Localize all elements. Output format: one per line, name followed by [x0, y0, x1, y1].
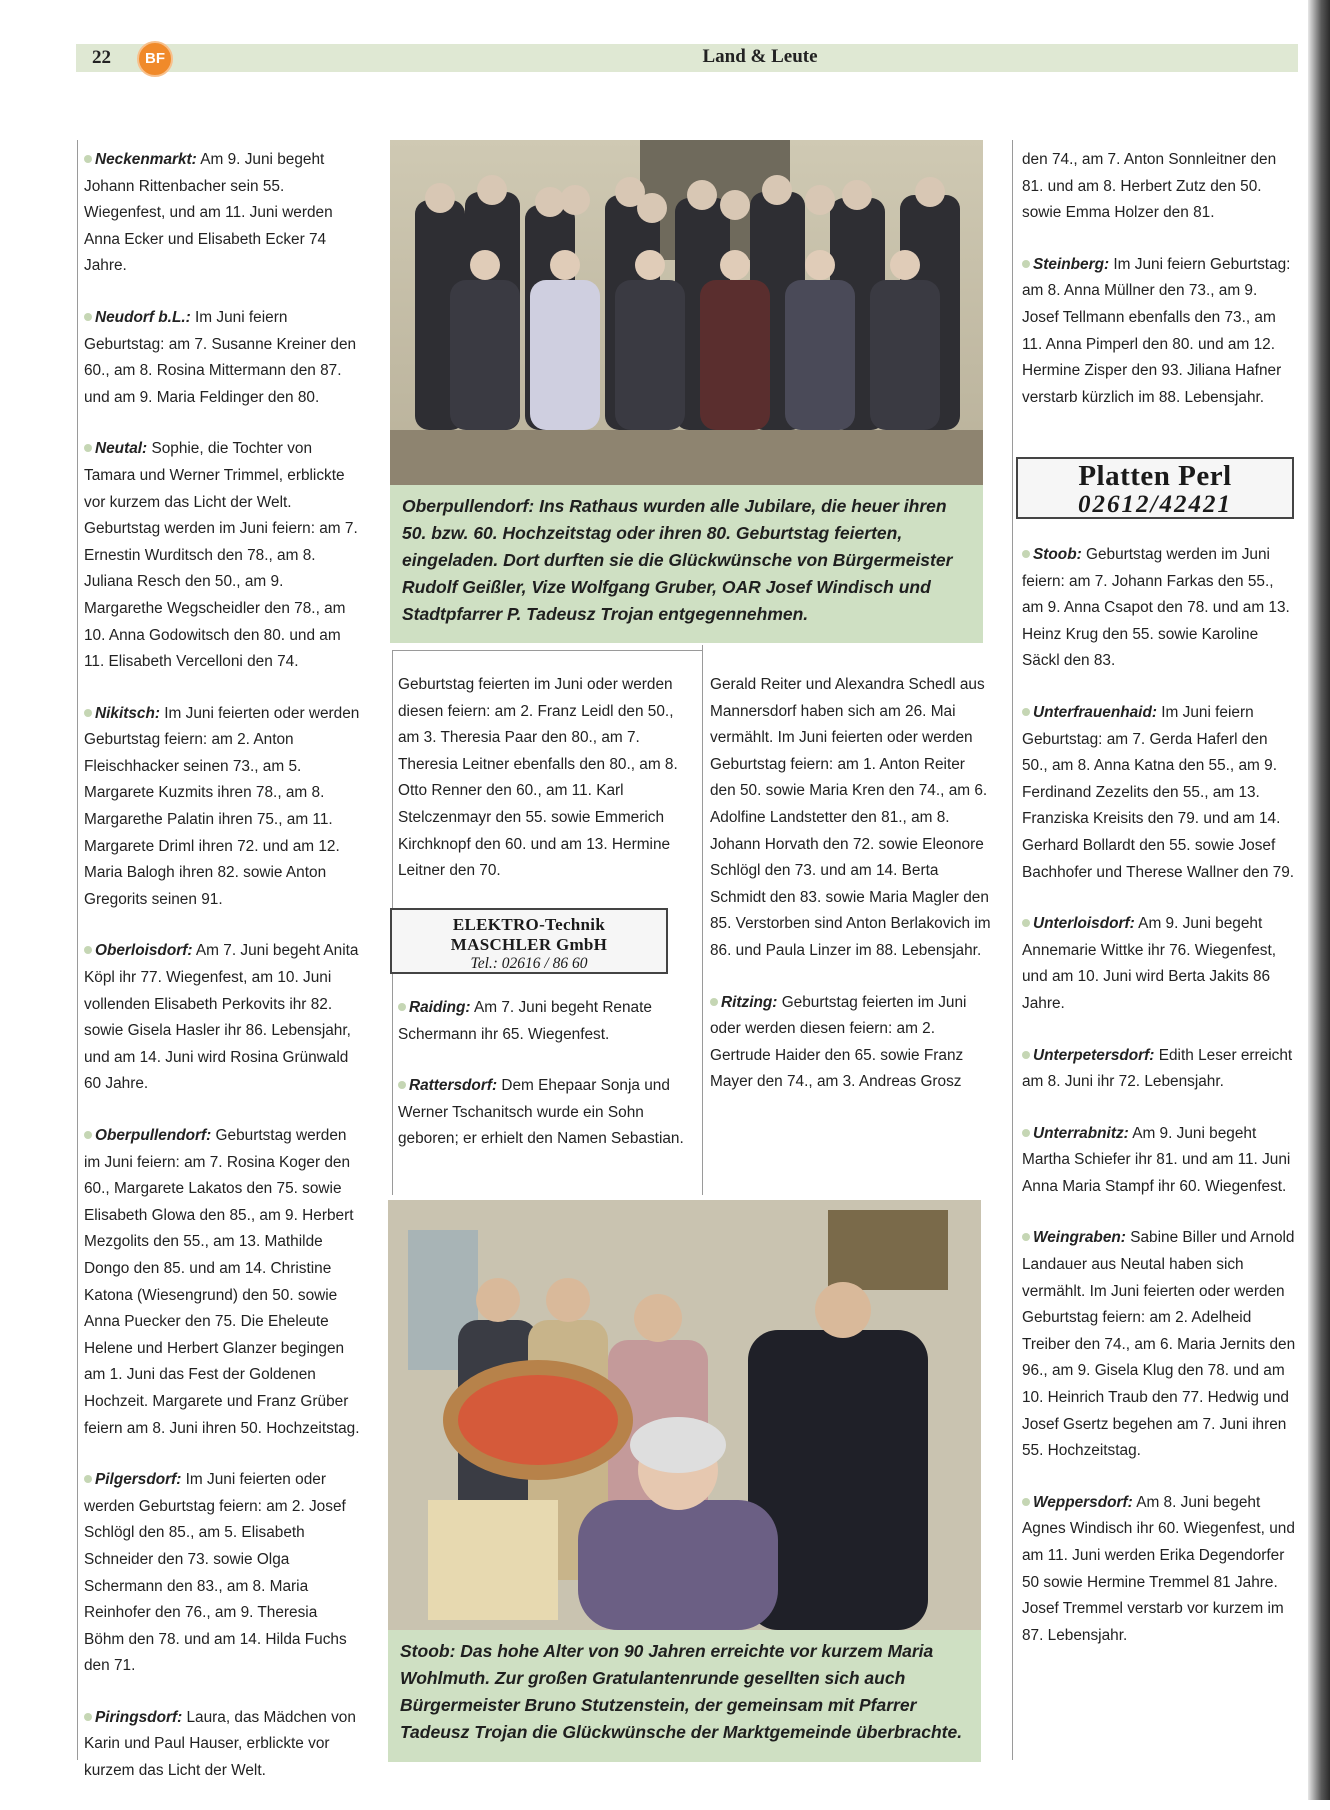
entry-text: Geburtstag werden im Juni feiern: am 7. Rosina Koger den 60., Margarete Lakatos den 75. sowie Elisabeth Glowa den 85., am 9. Herbert Mezgolits den 55., am 13. Mathilde Dongo den 85. und am 14. Christine Katona (Wiesengrund) den 50. sowie Anna Puecker den 75. Die Eheleute Helene und Herbert Glanzer begingen am 1. Juni das Fest der Goldenen Hochzeit. Margarete und Franz Grüber feiern am 8. Juni ihren 50. Hochzeitstag.: [84, 1127, 360, 1437]
entry-text: Im Juni feiern Geburtstag: am 7. Susanne Kreiner den 60., am 8. Rosina Mittermann den 87. und am 9. Maria Feldinger den 80.: [84, 308, 357, 406]
entry-text: Am 7. Juni begeht Anita Köpl ihr 77. Wiegenfest, am 10. Juni vollenden Elisabeth Perkovits ihr 82. sowie Gisela Hasler ihr 86. Lebensjahr, und am 14. Juni wird Rosina Grünwald 60 Jahre.: [84, 942, 359, 1093]
ad-platten-phone: 02612/42421: [1078, 491, 1232, 518]
notice-entry: [1022, 911, 1297, 1017]
place-name: Raiding:: [409, 999, 471, 1016]
notice-entry: [1022, 1121, 1297, 1201]
notice-entry: [84, 938, 360, 1098]
place-name: Neudorf b.L.:: [95, 308, 191, 326]
bullet-icon: [1022, 1051, 1030, 1059]
place-name: Unterloisdorf:: [1033, 915, 1135, 933]
entry-text: Sophie, die Tochter von Tamara und Werner Trimmel, erblickte vor kurzem das Licht der Welt. Geburtstag werden im Juni feiern: am 7. Ernestin Wurditsch den 78., am 8. Juliana Resch den 50., am 9. Margarethe Wegscheidler den 78., am 10. Anna Godowitsch den 80. und am 11. Elisabeth Vercelloni den 74.: [84, 440, 358, 671]
notice-entry: [1022, 542, 1297, 675]
column-rule-3: [702, 645, 703, 1195]
bullet-icon: [84, 444, 92, 452]
notice-entry: [398, 995, 688, 1048]
notice-entry: [84, 147, 360, 280]
place-name: Piringsdorf:: [95, 1708, 183, 1726]
entry-text: Am 9. Juni begeht Martha Schiefer ihr 81. und am 11. Juni Anna Maria Stampf ihr 60. Wiegenfest.: [1022, 1124, 1291, 1195]
bullet-icon: [398, 1081, 406, 1089]
entry-text: Geburtstag feierten im Juni oder werden diesen feiern: am 2. Gertrude Haider den 65. sowie Franz Mayer den 74., am 3. Andreas Grosz: [710, 993, 967, 1091]
page-edge-shadow: [1308, 0, 1330, 1800]
place-name: Oberloisdorf:: [95, 942, 193, 960]
bullet-icon: [710, 998, 718, 1006]
column-4: [1022, 147, 1297, 436]
notice-entry: [1022, 1225, 1297, 1464]
column-rule-4: [1012, 140, 1013, 1760]
place-name: Rattersdorf:: [409, 1077, 498, 1095]
notice-entry: [1022, 252, 1297, 412]
bf-logo: BF: [137, 41, 173, 77]
place-name: Neutal:: [95, 440, 148, 458]
place-name: Pilgersdorf:: [95, 1471, 182, 1489]
continued-text: Geburtstag feierten im Juni oder werden diesen feiern: am 2. Franz Leidl den 50., am 3. Theresia Paar den 80., am 7. Theresia Leitner ebenfalls den 80., am 8. Otto Renner den 60., am 11. Karl Stelczenmayr den 55. sowie Emmerich Kirchknopf den 60. und am 13. Hermine Leitner den 70.: [398, 676, 678, 880]
entry-text: Laura, das Mädchen von Karin und Paul Hauser, erblickte vor kurzem das Licht der Welt.: [84, 1708, 356, 1780]
notice-entry: [1022, 700, 1297, 886]
notice-entry: [84, 305, 360, 411]
ad-elektro-technik: [390, 908, 668, 974]
bullet-icon: [398, 1003, 406, 1011]
place-name: Nikitsch:: [95, 704, 160, 722]
place-name: Stoob:: [1033, 546, 1082, 563]
entry-text: Geburtstag werden im Juni feiern: am 7. Johann Farkas den 55., am 9. Anna Csapot den 78. und am 13. Heinz Krug den 55. sowie Karoline Säckl den 83.: [1022, 546, 1290, 670]
place-name: Steinberg:: [1033, 255, 1110, 273]
continued-text: den 74., am 7. Anton Sonnleitner den 81. und am 8. Herbert Zutz den 50. sowie Emma Holzer den 81.: [1022, 151, 1277, 222]
bullet-icon: [1022, 708, 1030, 716]
entry-text: Edith Leser erreicht am 8. Juni ihr 72. Lebensjahr.: [1022, 1046, 1293, 1091]
page-number: 22: [92, 47, 111, 68]
entry-text: Am 9. Juni begeht Annemarie Wittke ihr 76. Wiegenfest, und am 10. Juni wird Berta Jakits 86 Jahre.: [1022, 915, 1277, 1012]
place-name: Ritzing:: [721, 993, 778, 1011]
bullet-icon: [1022, 550, 1030, 558]
photo-stoob-birthday: [388, 1200, 981, 1630]
notice-entry: [398, 1073, 688, 1153]
bullet-icon: [1022, 1498, 1030, 1506]
entry-text: Im Juni feierten oder werden Geburtstag feiern: am 2. Anton Fleischhacker seinen 73., am 5. Margarete Kuzmits ihren 78., am 8. Margarethe Palatin ihren 75., am 11. Margarete Driml ihren 72. und am 12. Maria Balogh ihren 82. sowie Anton Gregorits seinen 91.: [84, 704, 360, 908]
place-name: Weingraben:: [1033, 1229, 1126, 1247]
column-rule-1: [77, 140, 78, 1760]
ad-elektro-name: ELEKTRO-Technik: [452, 915, 606, 934]
column-2: [398, 672, 688, 910]
ad-platten-name: Platten Perl: [1078, 460, 1232, 492]
notice-entry: [1022, 1490, 1297, 1650]
entry-text: Im Juni feiern Geburtstag: am 7. Gerda Haferl den 50., am 8. Anna Katna den 55., am 9. Ferdinand Zezelits den 55., am 13. Franziska Kreisits den 79. und am 14. Gerhard Bollardt den 55. sowie Josef Bachhofer und Therese Wallner den 79.: [1022, 703, 1295, 881]
entry-text: Dem Ehepaar Sonja und Werner Tschanitsch wurde ein Sohn geboren; er erhielt den Namen Sebastian.: [398, 1077, 684, 1148]
bullet-icon: [84, 709, 92, 717]
notice-entry: [710, 990, 992, 1096]
bullet-icon: [84, 1131, 92, 1139]
place-name: Unterpetersdorf:: [1033, 1046, 1155, 1064]
place-name: Oberpullendorf:: [95, 1127, 212, 1144]
rule-under-caption: [392, 650, 702, 651]
bullet-icon: [84, 1475, 92, 1483]
notice-entry: [84, 701, 360, 914]
notice-entry: [1022, 1043, 1297, 1096]
place-name: Unterrabnitz:: [1033, 1124, 1129, 1142]
notice-entry: [84, 1705, 360, 1785]
bullet-icon: [84, 155, 92, 163]
bullet-icon: [1022, 1233, 1030, 1241]
column-4-entries: [1022, 542, 1297, 1674]
place-name: Neckenmarkt:: [95, 151, 197, 168]
bullet-icon: [84, 946, 92, 954]
photo-stoob-caption: Stoob: Das hohe Alter von 90 Jahren erreichte vor kurzem Maria Wohlmuth. Zur großen Gratulantenrunde gesellten sich auch Bürgermeister Bruno Stutzenstein, der gemeinsam mit Pfarrer Tadeusz Trojan die Glückwünsche der Marktgemeinde überbrachte.: [388, 1630, 981, 1762]
ad-platten-perl: [1016, 457, 1294, 519]
column-1: [84, 147, 360, 1810]
photo-jubilee-caption: Oberpullendorf: Ins Rathaus wurden alle Jubilare, die heuer ihren 50. bzw. 60. Hochzeitstag oder ihren 80. Geburtstag feierten, eingeladen. Dort durften sie die Glückwünsche von Bürgermeister Rudolf Geißler, Vize Wolfgang Gruber, OAR Josef Windisch und Stadtpfarrer P. Tadeusz Trojan entgegennehmen.: [390, 485, 983, 643]
place-name: Unterfrauenhaid:: [1033, 703, 1157, 721]
continued-text: Gerald Reiter und Alexandra Schedl aus Mannersdorf haben sich am 26. Mai vermählt. Im Juni feierten oder werden Geburtstag feiern: am 1. Anton Reiter den 50. sowie Maria Kren den 74., am 6. Adolfine Landstetter den 81., am 8. Johann Horvath den 72. sowie Eleonore Schlögl den 73. und am 14. Berta Schmidt den 83. sowie Maria Magler den 85. Verstorben sind Anton Berlakovich im 86. und Paula Linzer im 88. Lebensjahr.: [710, 676, 991, 959]
ad-elektro-company: MASCHLER GmbH: [450, 935, 608, 954]
entry-text: Im Juni feiern Geburtstag: am 8. Anna Müllner den 73., am 9. Josef Tellmann ebenfalls den 73., am 11. Anna Pimperl den 80. und am 12. Hermine Zisper den 93. Jiliana Hafner verstarb kürzlich im 88. Lebensjahr.: [1022, 255, 1291, 406]
entry-text: Am 7. Juni begeht Renate Schermann ihr 65. Wiegenfest.: [398, 999, 652, 1043]
notice-entry: [84, 436, 360, 675]
notice-entry: [84, 1123, 360, 1442]
ad-elektro-phone: Tel.: 02616 / 86 60: [470, 955, 588, 972]
place-name: Weppersdorf:: [1033, 1493, 1133, 1511]
entry-text: Am 8. Juni begeht Agnes Windisch ihr 60. Wiegenfest, und am 11. Juni werden Erika Degendorfer 50 sowie Hermine Tremmel 81 Jahre. Josef Tremmel verstarb vor kurzem im 87. Lebensjahr.: [1022, 1493, 1295, 1644]
entry-text: Im Juni feierten oder werden Geburtstag feiern: am 2. Josef Schlögl den 85., am 5. Elisabeth Schneider den 73. sowie Olga Schermann den 83., am 8. Maria Reinhofer den 76., am 9. Theresia Böhm den 78. und am 14. Hilda Fuchs den 71.: [84, 1471, 347, 1675]
notice-entry: [84, 1467, 360, 1680]
entry-text: Am 9. Juni begeht Johann Rittenbacher sein 55. Wiegenfest, und am 11. Juni werden Anna Ecker und Elisabeth Ecker 74 Jahre.: [84, 151, 333, 275]
section-title: Land & Leute: [702, 46, 818, 67]
bullet-icon: [84, 1713, 92, 1721]
photo-jubilee-group: [390, 140, 983, 485]
bullet-icon: [1022, 1129, 1030, 1137]
bullet-icon: [1022, 260, 1030, 268]
entry-text: Sabine Biller und Arnold Landauer aus Neutal haben sich vermählt. Im Juni feierten oder werden Geburtstag feiern: am 2. Adelheid Treiber den 74., am 6. Maria Jernits den 96., am 9. Gisela Klug den 78. und am 10. Heinrich Traub den 77. Hedwig und Josef Gsertz begehen am 7. Juni ihren 55. Hochzeitstag.: [1022, 1229, 1296, 1460]
column-2-entries: [398, 995, 688, 1178]
bullet-icon: [1022, 919, 1030, 927]
column-3: [710, 672, 992, 1121]
bullet-icon: [84, 313, 92, 321]
